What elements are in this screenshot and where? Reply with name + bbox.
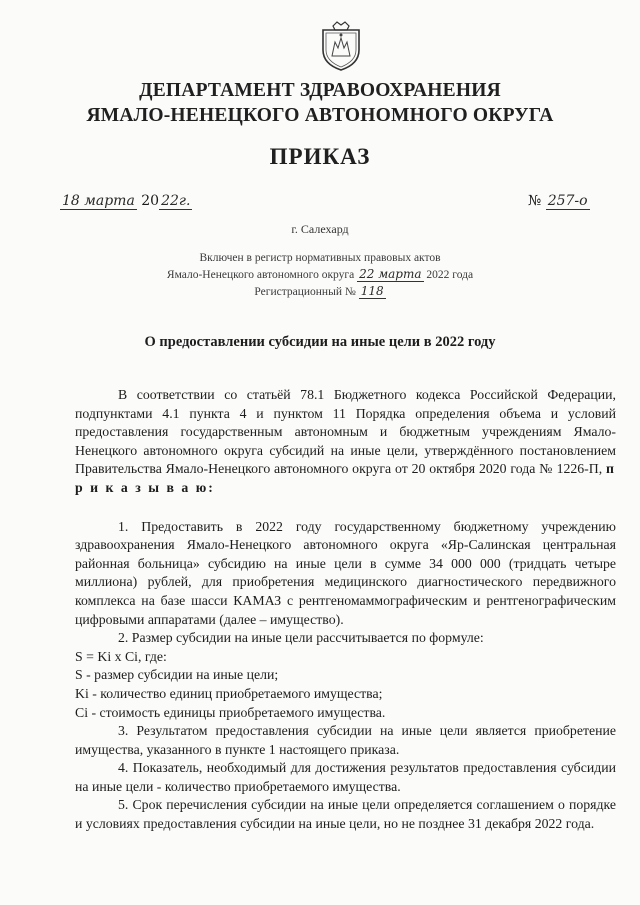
registry-line-2 (0, 266, 640, 283)
paragraph-3: 3. Результатом предоставления субсидии на иные цели является приобретение имущества, указанного в пункте 1 настоящего приказа. (75, 723, 616, 757)
department-name-line-1: ДЕПАРТАМЕНТ ЗДРАВООХРАНЕНИЯ (139, 80, 501, 101)
department-name-line-2: ЯМАЛО-НЕНЕЦКОГО АВТОНОМНОГО ОКРУГА (86, 105, 554, 126)
registry-line-2-prefix: Ямало-Ненецкого автономного округа (166, 269, 355, 281)
paragraph-1: 1. Предоставить в 2022 году государственному бюджетному учреждению здравоохранения Ямало-Ненецкого автономного округа «Яр-Салинская центральная районная больница» субсидию на иные цели в сумме 34 000 000 (тридцать четыре миллиона) рублей, для приобретения медицинского диагностического передвижного комплекса на базе шасси КАМАЗ с рентгеномаммографическим и рентгенографическим цифровыми аппаратами (далее – имущество). (75, 518, 616, 627)
order-number (528, 193, 590, 209)
order-number-handwritten: 257-о (547, 193, 588, 209)
formula: S = Ki x Ci, где: (75, 648, 167, 664)
registry-line-2-suffix: 2022 года (426, 269, 474, 281)
order-year-handwritten: 22г. (161, 193, 191, 209)
order-body (75, 386, 616, 834)
department-name (0, 78, 640, 128)
preamble-text: В соответствии со статьёй 78.1 Бюджетного кодекса Российской Федерации, подпунктами 4.1 пункта 4 и пунктом 11 Порядка определения объема и условий предоставления государственным автономным и бюджетным учреждениям Ямало-Ненецкого автономного округа субсидий на иные цели, утверждённого постановлением Правительства Ямало-Ненецкого автономного округа от 20 октября 2020 года № 1226-П, (75, 387, 616, 477)
paragraph-2: 2. Размер субсидии на иные цели рассчитывается по формуле: (118, 630, 484, 646)
definition-c: Ci - стоимость единицы приобретаемого имущества. (75, 704, 386, 720)
definition-s: S - размер субсидии на иные цели; (75, 667, 279, 683)
registry-number-handwritten: 118 (360, 284, 384, 298)
registry-stamp (0, 250, 640, 300)
registry-line-1: Включен в регистр нормативных правовых актов (199, 252, 441, 264)
order-year-prefix: 20 (141, 193, 160, 209)
registry-line-3 (0, 283, 640, 300)
paragraph-4: 4. Показатель, необходимый для достижения результатов предоставления субсидии на иные цели - количество приобретаемого имущества. (75, 760, 616, 794)
order-title: ПРИКАЗ (269, 144, 371, 169)
order-date-handwritten: 18 марта (62, 193, 135, 209)
order-keyword: п р и к а з ы в а ю: (75, 461, 616, 495)
order-subject: О предоставлении субсидии на иные цели в 2022 году (144, 334, 496, 350)
order-date (60, 193, 192, 209)
preamble-paragraph (75, 386, 616, 498)
registry-date-handwritten: 22 марта (359, 267, 422, 281)
registry-number-label: Регистрационный № (254, 286, 356, 298)
paragraph-5: 5. Срок перечисления субсидии на иные цели определяется соглашением о порядке и условиях предоставления субсидии на иные цели, но не позднее 31 декабря 2022 года. (75, 797, 616, 832)
coat-of-arms-emblem-icon (319, 20, 363, 72)
order-number-label: № (528, 193, 542, 209)
definition-k: Ki - количество единиц приобретаемого имущества; (75, 685, 383, 701)
city: г. Салехард (291, 222, 349, 236)
